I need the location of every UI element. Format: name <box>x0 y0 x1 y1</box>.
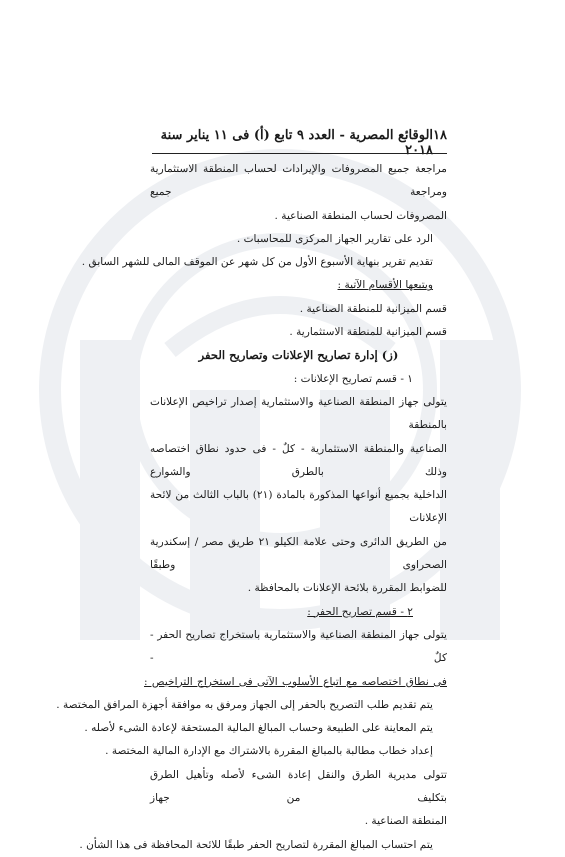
subsection-title: ١ - قسم تصاريح الإعلانات : <box>293 372 413 385</box>
section-subheading: ويتبعها الأقسام الآتية : <box>337 279 433 292</box>
body-line: للضوابط المقررة بلائحة الإعلانات بالمحافظة . <box>247 582 447 595</box>
gazette-title: الوقائع المصرية - العدد ٩ تابع (أ) فى ١١ يناير سنة ٢٠١٨ <box>160 128 434 158</box>
body-line: قسم الميزانية للمنطقة الصناعية . <box>299 302 447 315</box>
section-heading: (ز) إدارة تصاريح الإعلانات وتصاريح الحفر <box>198 348 399 363</box>
body-line: المصروفات لحساب المنطقة الصناعية . <box>274 209 447 222</box>
body-line: يتولى جهاز المنطقة الصناعية والاستثمارية إصدار تراخيص الإعلانات بالمنطقة <box>150 395 447 432</box>
body-line: إعداد خطاب مطالبة بالمبالغ المقررة بالاشتراك مع الإدارة المالية المختصة . <box>105 745 433 758</box>
page-number: ١٨ <box>433 128 447 143</box>
subsection-title: ٢ - قسم تصاريح الحفر : <box>307 605 413 618</box>
body-line: فى نطاق اختصاصه مع اتباع الأسلوب الآتى فى استخراج التراخيص : <box>144 675 447 688</box>
body-line: الداخلية بجميع أنواعها المذكورة بالمادة (٢١) بالباب الثالث من لائحة الإعلانات <box>150 489 447 525</box>
header-divider <box>152 153 447 154</box>
body-line: المنطقة الصناعية . <box>364 815 447 828</box>
body-line: مراجعة جميع المصروفات والإيرادات لحساب المنطقة الاستثمارية ومراجعة جميع <box>150 163 447 199</box>
body-line: الصناعية والمنطقة الاستثمارية - كلٌ - فى حدود نطاق اختصاصه وذلك بالطرق والشوارع <box>150 442 447 478</box>
body-line: يتم تقديم طلب التصريح بالحفر إلى الجهاز ومرفق به موافقة أجهزة المرافق المختصة . <box>56 698 433 711</box>
body-line: قسم الميزانية للمنطقة الاستثمارية . <box>289 326 447 339</box>
document-body <box>56 158 447 857</box>
body-line: يتولى جهاز المنطقة الصناعية والاستثمارية باستخراج تصاريح الحفر - كلٌ - <box>150 628 447 665</box>
body-line: من الطريق الدائرى وحتى علامة الكيلو ٢١ طريق مصر / إسكندرية الصحراوى وطبقًا <box>150 535 447 572</box>
body-line: تقديم تقرير بنهاية الأسبوع الأول من كل شهر عن الموقف المالى للشهر السابق . <box>81 256 433 269</box>
body-line: يتم احتساب المبالغ المقررة لتصاريح الحفر طبقًا للائحة المحافظة فى هذا الشأن . <box>79 838 433 851</box>
body-line: تتولى مديرية الطرق والنقل إعادة الشىء لأصله وتأهيل الطرق بتكليف من جهاز <box>150 768 447 805</box>
body-line: يتم المعاينة على الطبيعة وحساب المبالغ المالية المستحقة لإعادة الشىء لأصله . <box>84 722 433 735</box>
body-line: الرد على تقارير الجهاز المركزى للمحاسبات . <box>236 232 433 245</box>
